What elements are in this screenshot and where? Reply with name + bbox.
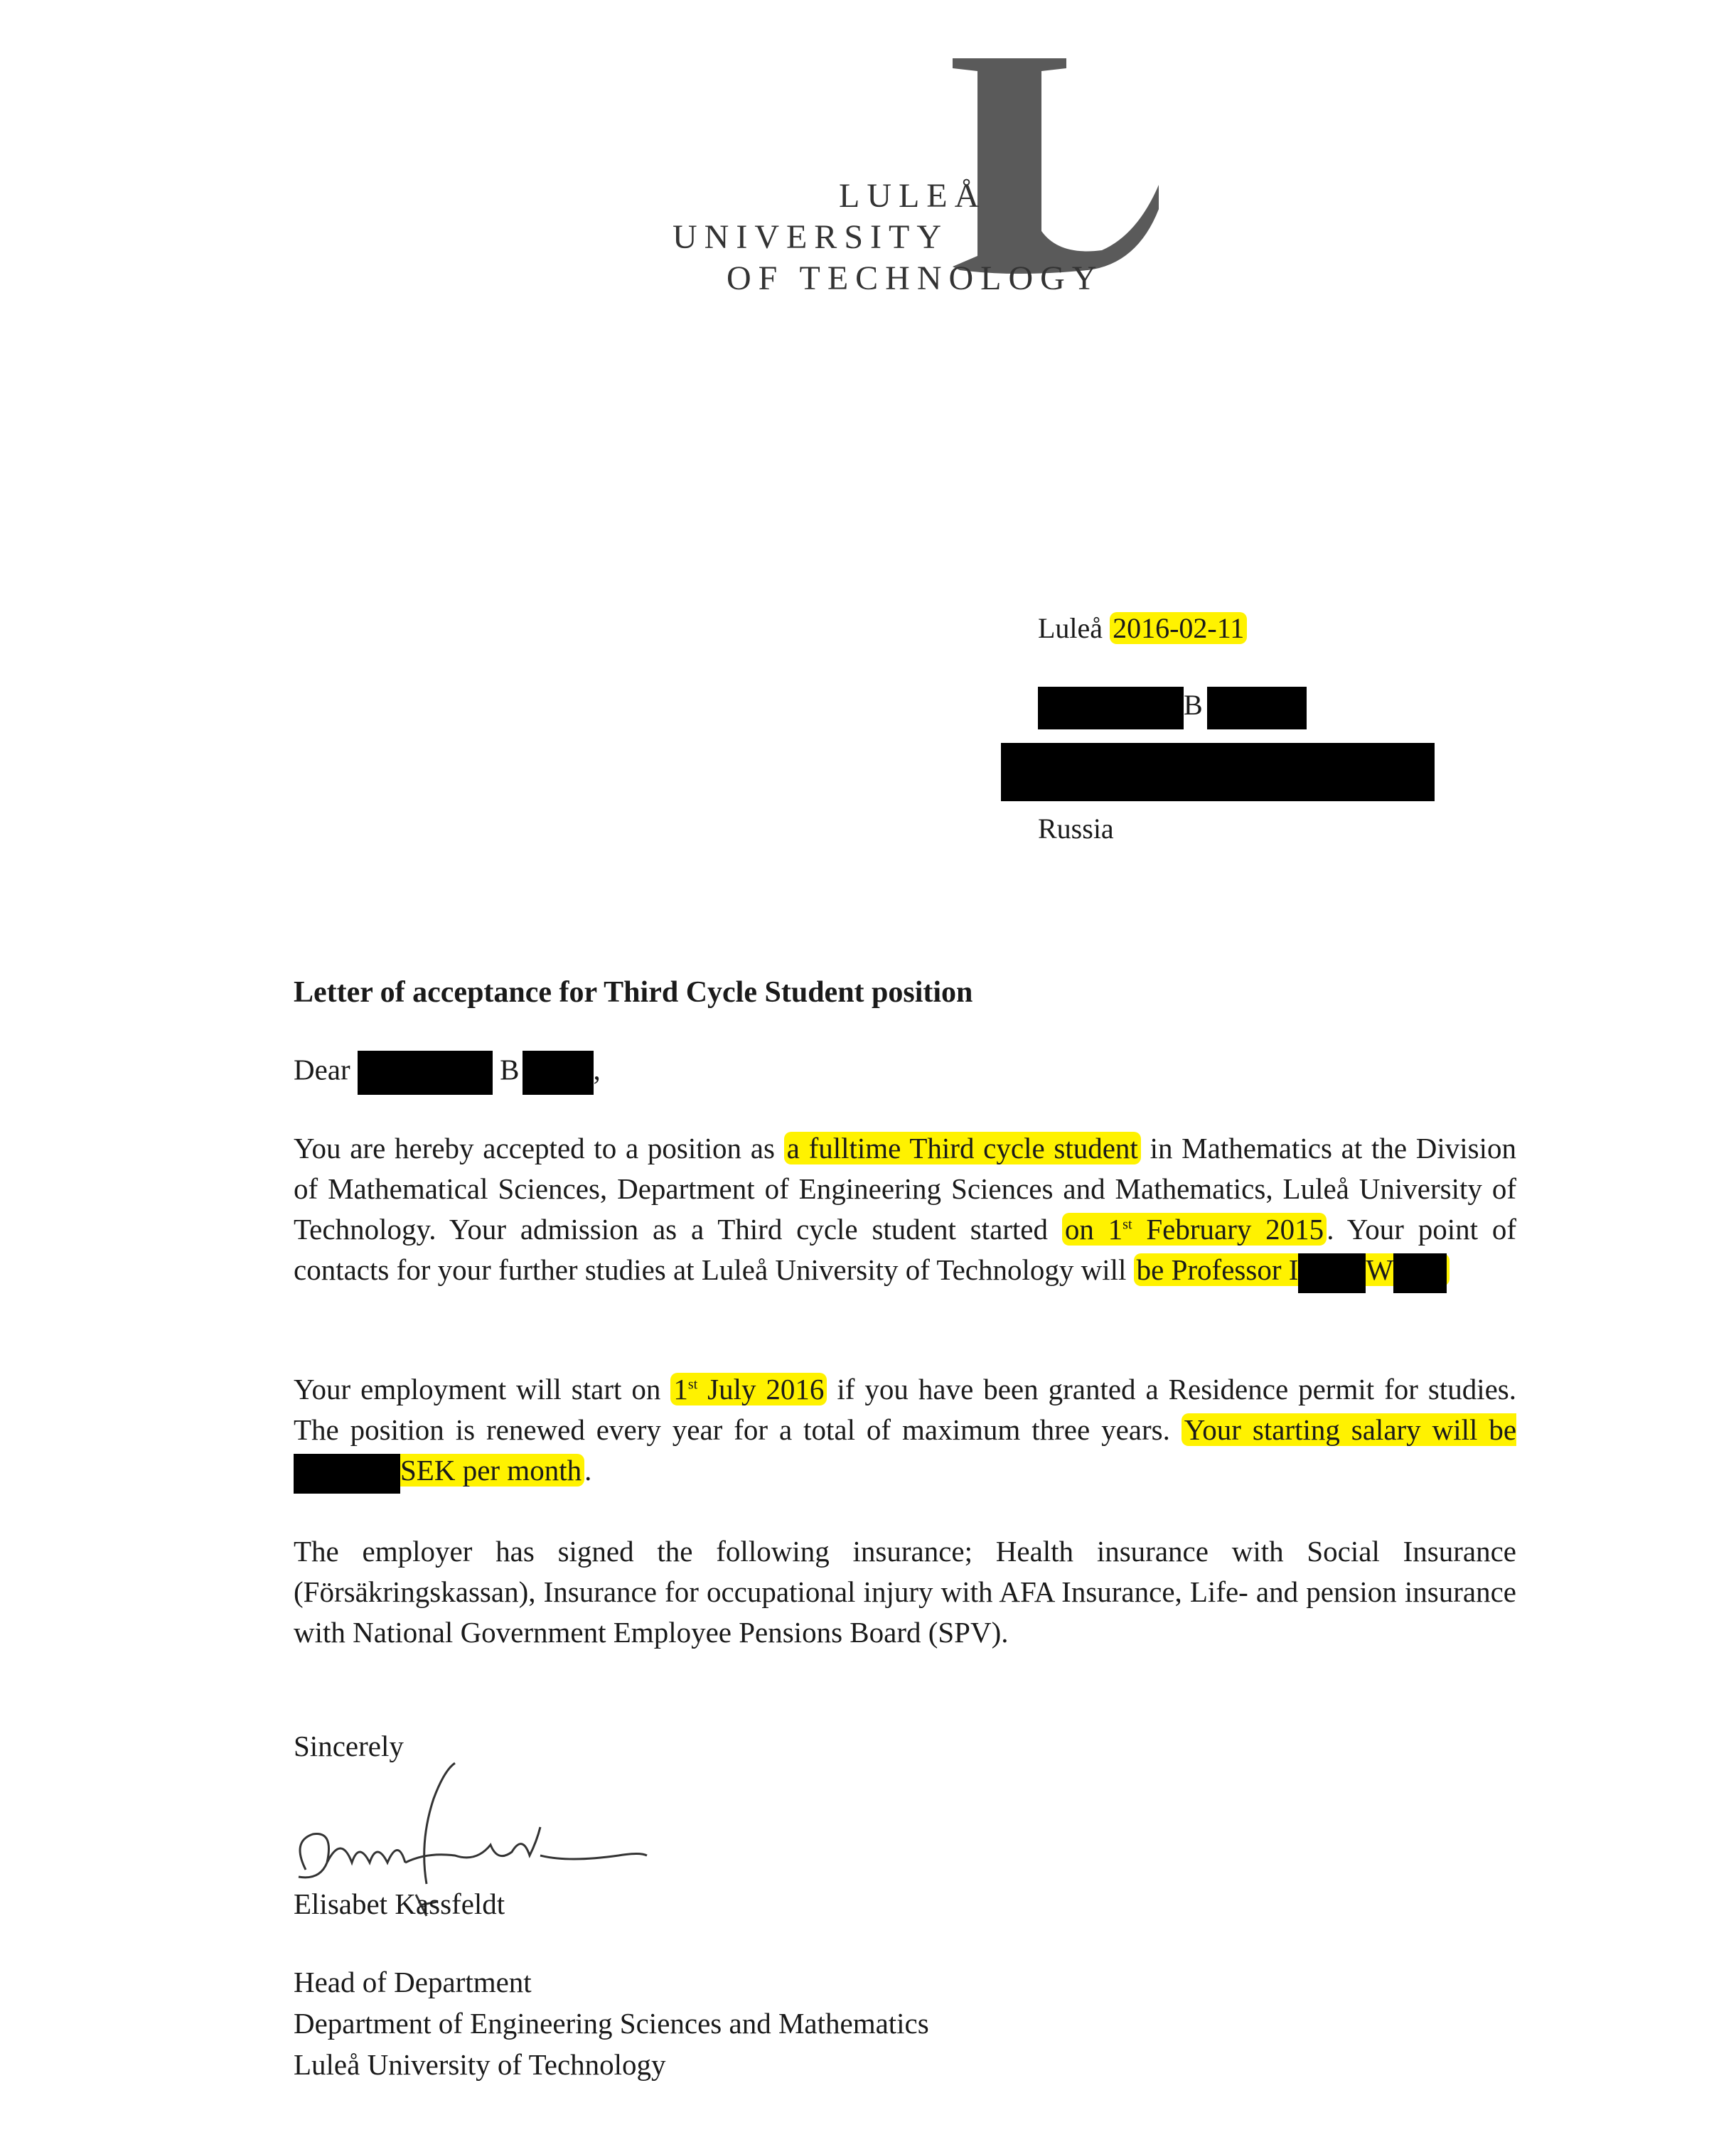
salutation <box>294 1051 601 1095</box>
salutation-comma: , <box>593 1053 601 1086</box>
redaction-box <box>294 1454 400 1494</box>
para2-salary-unit: SEK per month <box>400 1454 582 1487</box>
salutation-dear: Dear <box>294 1053 350 1086</box>
para2-text2: if you have been granted a Residence permit for studies. The position is renewed every year for a total of maximum three years. <box>294 1373 1516 1446</box>
letter-title: Letter of acceptance for Third Cycle Student position <box>294 976 973 1009</box>
para1-text1: You are hereby accepted to a position as <box>294 1132 775 1164</box>
recipient-name <box>1038 687 1307 729</box>
para1-text2: in Mathematics at the Division of Mathematical Sciences, Department of Engineering Sciences and Mathematics, Luleå University of Technology. Your admission as a Third cycle student started <box>294 1132 1517 1246</box>
para1-start-month: February 2015 <box>1146 1213 1324 1246</box>
signer-department: Department of Engineering Sciences and Mathematics <box>294 2007 929 2040</box>
paragraph-employment <box>294 1369 1516 1494</box>
date-prefix: Luleå <box>1038 612 1103 644</box>
signer-name: Elisabet Kassfeldt <box>294 1887 505 1920</box>
signer-role: Head of Department <box>294 1966 532 1998</box>
para1-start-day: on 1 <box>1064 1213 1123 1246</box>
para1-text3: . Your point of contacts for your further studies at Luleå University of Technology will <box>294 1213 1516 1286</box>
redaction-box <box>1038 687 1184 729</box>
para1-highlight-professor <box>1134 1253 1450 1286</box>
para1-professor-text: be Professor I <box>1136 1253 1299 1286</box>
letter-date: 2016-02-11 <box>1110 612 1247 644</box>
salutation-surname-visible: B <box>500 1053 520 1086</box>
redaction-box <box>1393 1253 1447 1293</box>
closing: Sincerely <box>294 1730 404 1762</box>
recipient-country: Russia <box>1038 813 1114 845</box>
para2-day: 1 <box>673 1373 688 1405</box>
redaction-box <box>1298 1253 1366 1293</box>
para1-professor-initial: W <box>1366 1253 1394 1286</box>
para2-salary-text: Your starting salary will be <box>1184 1413 1517 1446</box>
redaction-box <box>358 1051 493 1095</box>
redaction-box <box>1001 743 1435 801</box>
date-line <box>1038 611 1247 645</box>
para1-highlight-position: a fulltime Third cycle student <box>784 1132 1141 1164</box>
university-logo <box>661 50 1159 306</box>
para2-day-suffix: st <box>687 1376 698 1393</box>
para2-text3: . <box>584 1454 592 1487</box>
logo-line1: LULEÅ <box>839 177 987 215</box>
para2-month: July 2016 <box>707 1373 825 1405</box>
redaction-box <box>1207 687 1307 729</box>
signer-university: Luleå University of Technology <box>294 2048 666 2081</box>
redaction-box <box>523 1051 594 1095</box>
para1-start-day-suffix: st <box>1122 1216 1132 1233</box>
para2-text1: Your employment will start on <box>294 1373 661 1405</box>
paragraph-acceptance <box>294 1128 1516 1293</box>
para2-highlight-employment-date <box>670 1373 827 1405</box>
paragraph-insurance: The employer has signed the following insurance; Health insurance with Social Insurance (Försäkringskassan), Insurance for occupational injury with AFA Insurance, Life- and pension insurance with National Government Employee Pensions Board (SPV). <box>294 1535 1516 1649</box>
para1-highlight-start-date <box>1062 1213 1327 1246</box>
recipient-name-visible: B <box>1184 689 1203 722</box>
logo-line2: UNIVERSITY <box>673 218 948 256</box>
logo-line3: OF TECHNOLOGY <box>727 259 1104 297</box>
